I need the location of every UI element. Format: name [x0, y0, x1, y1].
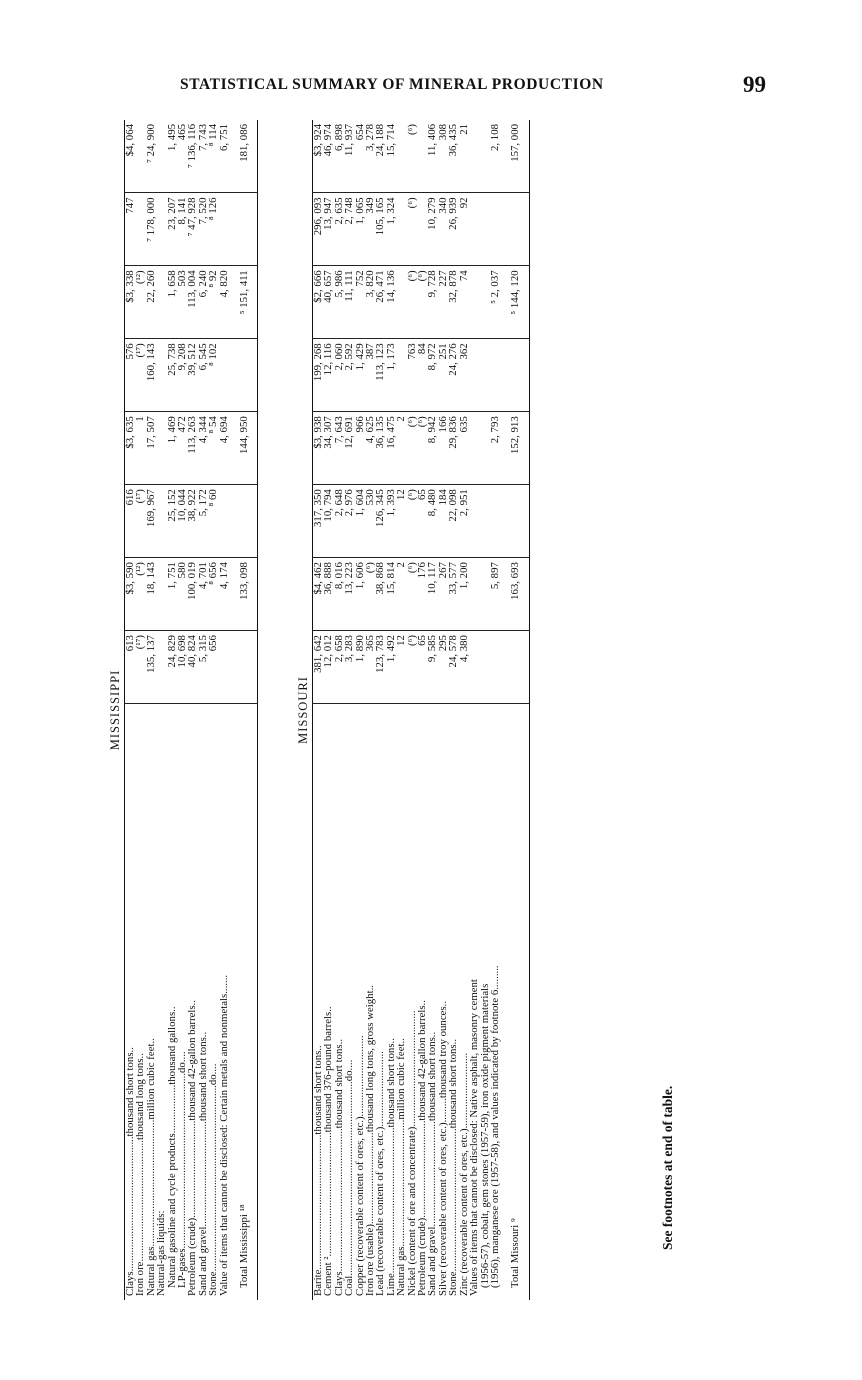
cell-value: 199, 268 — [313, 339, 324, 412]
total-value: ⁵ 151, 411 — [229, 266, 258, 339]
cell-value: 5, 897 — [490, 558, 500, 631]
cell-value: 763 — [407, 339, 417, 412]
cell-value: ⁵ 2, 037 — [490, 266, 500, 339]
cell-value: $3, 590 — [125, 558, 136, 631]
cell-value — [480, 193, 490, 266]
cell-value: 5, 986 — [334, 266, 344, 339]
cell-value: 2, 635 — [334, 193, 344, 266]
cell-value: 3, 283 — [344, 631, 354, 704]
missouri-section — [298, 120, 530, 1300]
cell-value: 2, 951 — [459, 485, 469, 558]
cell-value: ⁷ 178, 000 — [146, 193, 156, 266]
cell-value: 26, 939 — [448, 193, 458, 266]
cell-value: 11, 406 — [426, 124, 439, 156]
cell-value: 74 — [459, 266, 469, 339]
cell-value: ⁸ 60 — [208, 485, 218, 558]
cell-value: 7, 643 — [334, 412, 344, 485]
cell-value: (⁶) — [407, 193, 417, 266]
cell-value: 40, 657 — [323, 266, 333, 339]
cell-value: 24, 829 — [167, 631, 177, 704]
cell-value: 381, 642 — [313, 631, 324, 704]
mississippi-section — [110, 120, 258, 1300]
cell-value — [219, 631, 229, 704]
cell-value: 12, 012 — [323, 631, 333, 704]
cell-value: 8, 972 — [427, 339, 437, 412]
cell-value: 267 — [438, 558, 448, 631]
total-value: 144, 950 — [229, 412, 258, 485]
cell-value: 4, 694 — [219, 412, 229, 485]
cell-value: 12 — [396, 631, 406, 704]
cell-value: 135, 137 — [146, 631, 156, 704]
row-label: Stone.....................................................................do.... — [208, 704, 218, 1301]
cell-value: 14, 136 — [386, 266, 396, 339]
cell-value: (¹⁷) — [135, 485, 145, 558]
cell-value: 18, 143 — [146, 558, 156, 631]
cell-value: ⁷ 47, 928 — [187, 193, 197, 266]
cell-value: 340 — [438, 193, 448, 266]
cell-value: 2, 060 — [334, 339, 344, 412]
cell-value: 25, 152 — [167, 485, 177, 558]
cell-value: 15, 714 — [384, 124, 397, 157]
cell-value: 251 — [438, 339, 448, 412]
cell-value: (¹⁷) — [135, 339, 145, 412]
row-label: Barite..................................................thousand short tons.. — [313, 704, 324, 1301]
cell-value: 2, 592 — [344, 339, 354, 412]
cell-value: 9, 585 — [427, 631, 437, 704]
cell-value — [469, 193, 479, 266]
cell-value: (¹²) — [135, 266, 145, 339]
cell-value: 1, 890 — [355, 631, 365, 704]
cell-value: ⁸ 102 — [208, 339, 218, 412]
rotated-table — [110, 120, 650, 1300]
cell-value: (⁶) — [407, 266, 417, 339]
cell-value: 295 — [438, 631, 448, 704]
row-label: Natural-gas liquids: — [156, 704, 166, 1301]
cell-value: 100, 019 — [187, 558, 197, 631]
cell-value: $3, 338 — [125, 266, 136, 339]
cell-value: 17, 507 — [146, 412, 156, 485]
row-label: Natural gasoline and cycle products..................thousand gallons.. — [167, 704, 177, 1301]
cell-value: ⁸ 92 — [208, 266, 218, 339]
running-title: STATISTICAL SUMMARY OF MINERAL PRODUCTION — [180, 76, 604, 93]
cell-value: 23, 207 — [167, 193, 177, 266]
cell-value: 8, 942 — [427, 412, 437, 485]
cell-value: 5, 315 — [198, 631, 208, 704]
total-value: 157, 000 — [509, 124, 522, 162]
cell-value: ⁷ 136, 116 — [186, 124, 199, 168]
cell-value: 160, 143 — [146, 339, 156, 412]
cell-value: 105, 165 — [375, 193, 385, 266]
cell-value: 7, 743 — [196, 124, 209, 151]
cell-value: 752 — [355, 266, 365, 339]
cell-value — [490, 339, 500, 412]
cell-value: (⁶) — [417, 412, 427, 485]
cell-value: 613 — [125, 631, 136, 704]
row-label: Sand and gravel.......................................thousand short tons.. — [427, 704, 437, 1301]
row-label: Zinc (recoverable content of ores, etc.)............................ — [459, 704, 469, 1301]
cell-value: 296, 093 — [313, 193, 324, 266]
total-value — [500, 193, 529, 266]
cell-value: 4, 174 — [219, 558, 229, 631]
cell-value: 227 — [438, 266, 448, 339]
row-label: Value of items that cannot be disclosed: Certain metals and nonmetals....... — [219, 704, 229, 1301]
cell-value: 24, 276 — [448, 339, 458, 412]
row-label: Natural gas...............................................million cubic feet.. — [396, 704, 406, 1301]
cell-value: 22, 260 — [146, 266, 156, 339]
cell-value: 29, 836 — [448, 412, 458, 485]
row-label: Coal........................................................................do.... — [344, 704, 354, 1301]
cell-value: 25, 738 — [167, 339, 177, 412]
cell-value: (⁶) — [417, 266, 427, 339]
footnote-reference: See footnotes at end of table. — [660, 1085, 675, 1250]
cell-value: 349 — [365, 193, 375, 266]
cell-value: 654 — [353, 124, 366, 141]
cell-value: $2, 666 — [313, 266, 324, 339]
cell-value: 32, 878 — [448, 266, 458, 339]
state-title-mississippi: MISSISSIPPI — [108, 669, 122, 751]
cell-value: 656 — [208, 631, 218, 704]
cell-value — [469, 339, 479, 412]
cell-value: ⁸ 54 — [208, 412, 218, 485]
row-label: (1956-57), cobalt, gem stones (1957-59), iron oxide pigment materials — [480, 704, 490, 1301]
cell-value: 12 — [396, 485, 406, 558]
page-number: 99 — [743, 72, 766, 97]
cell-value: 36, 888 — [323, 558, 333, 631]
cell-value: 5, 172 — [198, 485, 208, 558]
cell-value: 24, 578 — [448, 631, 458, 704]
cell-value: 15, 814 — [386, 558, 396, 631]
total-value — [500, 485, 529, 558]
cell-value — [469, 266, 479, 339]
cell-value: 34, 307 — [323, 412, 333, 485]
cell-value: 10, 044 — [177, 485, 187, 558]
cell-value — [490, 631, 500, 704]
row-label: Petroleum (crude)....................................thousand 42-gallon barrels.. — [187, 704, 197, 1301]
cell-value: 36, 135 — [375, 412, 385, 485]
cell-value: $3, 635 — [125, 412, 136, 485]
missouri-table — [312, 120, 530, 1300]
cell-value: 1, 604 — [355, 485, 365, 558]
cell-value: 6, 545 — [198, 339, 208, 412]
row-label: Stone.....................................................thousand short tons.. — [448, 704, 458, 1301]
total-row — [229, 120, 258, 1300]
cell-value: 4, 625 — [365, 412, 375, 485]
cell-value: 12, 116 — [323, 339, 333, 412]
cell-value: 38, 868 — [375, 558, 385, 631]
cell-value: 6, 240 — [198, 266, 208, 339]
cell-value: 465 — [176, 124, 189, 141]
cell-value: 3, 278 — [364, 124, 377, 151]
cell-value: 1, 751 — [167, 558, 177, 631]
cell-value — [480, 339, 490, 412]
cell-value: 8, 141 — [177, 193, 187, 266]
total-row — [500, 120, 529, 1300]
cell-value: $3, 938 — [313, 412, 324, 485]
cell-value: 65 — [417, 485, 427, 558]
cell-value: 308 — [436, 124, 449, 141]
cell-value: 10, 279 — [427, 193, 437, 266]
cell-value: 616 — [125, 485, 136, 558]
cell-value — [469, 412, 479, 485]
cell-value: ⁸ 126 — [208, 193, 218, 266]
state-title-missouri: MISSOURI — [296, 676, 310, 744]
cell-value: (¹⁷) — [135, 631, 145, 704]
cell-value: 4, 820 — [219, 266, 229, 339]
cell-value: 184 — [438, 485, 448, 558]
cell-value: 65 — [417, 631, 427, 704]
cell-value: (¹²) — [135, 558, 145, 631]
cell-value: 2, 658 — [334, 631, 344, 704]
cell-value: (⁶) — [407, 485, 417, 558]
total-value — [229, 339, 258, 412]
cell-value: 166 — [438, 412, 448, 485]
cell-value: 26, 471 — [375, 266, 385, 339]
cell-value: 1, 200 — [459, 558, 469, 631]
cell-value: 1, 324 — [386, 193, 396, 266]
cell-value — [480, 631, 490, 704]
row-label: Copper (recoverable content of ores, etc.).............................. — [355, 704, 365, 1301]
total-value: 152, 913 — [500, 412, 529, 485]
cell-value: 176 — [417, 558, 427, 631]
cell-value: 580 — [177, 558, 187, 631]
cell-value: 1, 173 — [386, 339, 396, 412]
cell-value: 33, 577 — [448, 558, 458, 631]
cell-value: 747 — [125, 193, 136, 266]
cell-value: $3, 924 — [312, 124, 324, 157]
cell-value: 10, 698 — [177, 631, 187, 704]
row-label: Clays.....................................................thousand short tons.. — [334, 704, 344, 1301]
row-label: Lead (recoverable content of ores, etc.)............................ — [375, 704, 385, 1301]
total-value: ⁵ 144, 120 — [500, 266, 529, 339]
cell-value — [219, 485, 229, 558]
cell-value: 1, 492 — [386, 631, 396, 704]
total-value: 163, 693 — [500, 558, 529, 631]
cell-value: 4, 380 — [459, 631, 469, 704]
table-row — [469, 120, 479, 1300]
cell-value: 1, 065 — [355, 193, 365, 266]
cell-value: 4, 344 — [198, 412, 208, 485]
cell-value: 123, 783 — [375, 631, 385, 704]
cell-value: 1 — [135, 412, 145, 485]
table-row — [146, 120, 156, 1300]
cell-value — [480, 485, 490, 558]
row-label: LP-gases.................................................................do.... — [177, 704, 187, 1301]
table-row — [490, 120, 500, 1300]
cell-value: 13, 223 — [344, 558, 354, 631]
cell-value: 2 — [396, 558, 406, 631]
page-header — [0, 72, 862, 102]
cell-value: 4, 701 — [198, 558, 208, 631]
cell-value: (⁶) — [405, 124, 418, 135]
cell-value: 16, 475 — [386, 412, 396, 485]
cell-value: 38, 922 — [187, 485, 197, 558]
row-label: Silver (recoverable content of ores, etc.).........thousand troy ounces.. — [438, 704, 448, 1301]
row-label: Petroleum (crude)....................................thousand 42-gallon barrels.. — [417, 704, 427, 1301]
cell-value: ⁷ 24, 900 — [144, 124, 157, 163]
cell-value: 39, 512 — [187, 339, 197, 412]
cell-value: 169, 967 — [146, 485, 156, 558]
cell-value: 84 — [417, 339, 427, 412]
total-value — [500, 339, 529, 412]
cell-value: 12, 691 — [344, 412, 354, 485]
row-label: Lime......................................................thousand short tons.. — [386, 704, 396, 1301]
cell-value: 36, 435 — [447, 124, 460, 157]
cell-value: 10, 794 — [323, 485, 333, 558]
cell-value: (⁶) — [407, 558, 417, 631]
total-value — [229, 485, 258, 558]
cell-value — [469, 120, 479, 193]
cell-value: ⁸ 114 — [207, 124, 220, 147]
cell-value: 2, 793 — [490, 412, 500, 485]
row-label: Cement ²..............................................thousand 376-pound barrels.. — [323, 704, 333, 1301]
row-label: Iron ore (usable)..................................thousand long tons, gross weight.. — [365, 704, 375, 1301]
cell-value: 40, 824 — [187, 631, 197, 704]
cell-value — [490, 485, 500, 558]
row-label: Clays..................................................thousand short tons.. — [125, 704, 136, 1301]
cell-value: 7, 520 — [198, 193, 208, 266]
total-value — [500, 631, 529, 704]
cell-value: 2, 108 — [488, 124, 501, 151]
cell-value: 9, 208 — [177, 339, 187, 412]
cell-value: 46, 974 — [322, 124, 335, 157]
total-value — [229, 193, 258, 266]
total-value: 181, 086 — [238, 124, 251, 162]
cell-value: 92 — [459, 193, 469, 266]
cell-value: 530 — [365, 485, 375, 558]
mississippi-table — [124, 120, 258, 1300]
cell-value: 3, 820 — [365, 266, 375, 339]
cell-value: 9, 728 — [427, 266, 437, 339]
cell-value: 1, 658 — [167, 266, 177, 339]
total-value — [229, 631, 258, 704]
cell-value: 362 — [459, 339, 469, 412]
cell-value: 126, 345 — [375, 485, 385, 558]
cell-value: 11, 937 — [343, 124, 356, 156]
cell-value: (⁶) — [407, 631, 417, 704]
cell-value: 24, 188 — [374, 124, 387, 157]
cell-value — [219, 339, 229, 412]
cell-value: 11, 111 — [344, 266, 354, 339]
cell-value: 113, 004 — [187, 266, 197, 339]
cell-value: 1, 495 — [165, 124, 178, 151]
row-label: Values of items that cannot be disclosed: Native asphalt, masonry cement — [469, 704, 479, 1301]
cell-value: 6, 898 — [332, 124, 345, 151]
cell-value — [469, 558, 479, 631]
row-label: (1956), manganese ore (1957-58), and values indicated by footnote 6......... — [490, 704, 500, 1301]
cell-value: 22, 098 — [448, 485, 458, 558]
cell-value: 1, 606 — [355, 558, 365, 631]
cell-value — [469, 485, 479, 558]
cell-value — [490, 193, 500, 266]
cell-value: 1, 469 — [167, 412, 177, 485]
row-label: Iron ore.............................................thousand long tons.. — [135, 704, 145, 1301]
cell-value: (⁶) — [365, 558, 375, 631]
cell-value: 6, 751 — [217, 124, 230, 151]
cell-value: $4, 462 — [313, 558, 324, 631]
row-label: Natural gas...............................................million cubic feet.. — [146, 704, 156, 1301]
cell-value: (⁶) — [407, 412, 417, 485]
cell-value: 576 — [125, 339, 136, 412]
cell-value: $4, 064 — [124, 124, 136, 157]
cell-value: 1, 429 — [355, 339, 365, 412]
cell-value — [469, 631, 479, 704]
cell-value: 113, 263 — [187, 412, 197, 485]
cell-value: 2, 976 — [344, 485, 354, 558]
cell-value: 365 — [365, 631, 375, 704]
cell-value: ⁸ 656 — [208, 558, 218, 631]
cell-value: 317, 350 — [313, 485, 324, 558]
cell-value: 503 — [177, 266, 187, 339]
cell-value: 2 — [396, 412, 406, 485]
cell-value: 2, 648 — [334, 485, 344, 558]
cell-value: 13, 947 — [323, 193, 333, 266]
cell-value: 2, 748 — [344, 193, 354, 266]
cell-value: 8, 480 — [427, 485, 437, 558]
cell-value: 472 — [177, 412, 187, 485]
cell-value: 1, 393 — [386, 485, 396, 558]
row-label: Nickel (content of ore and concentrate)........................................... — [407, 704, 417, 1301]
cell-value: 966 — [355, 412, 365, 485]
cell-value: 10, 117 — [427, 558, 437, 631]
total-label: Total Mississippi ¹⁸ — [229, 704, 258, 1301]
cell-value: 21 — [457, 124, 470, 135]
table-row — [219, 120, 229, 1300]
cell-value: 635 — [459, 412, 469, 485]
cell-value — [219, 193, 229, 266]
cell-value: 113, 123 — [375, 339, 385, 412]
total-label: Total Missouri ⁹ — [500, 704, 529, 1301]
cell-value: 8, 016 — [334, 558, 344, 631]
cell-value: 387 — [365, 339, 375, 412]
row-label: Sand and gravel.......................................thousand short tons.. — [198, 704, 208, 1301]
total-value: 133, 098 — [229, 558, 258, 631]
